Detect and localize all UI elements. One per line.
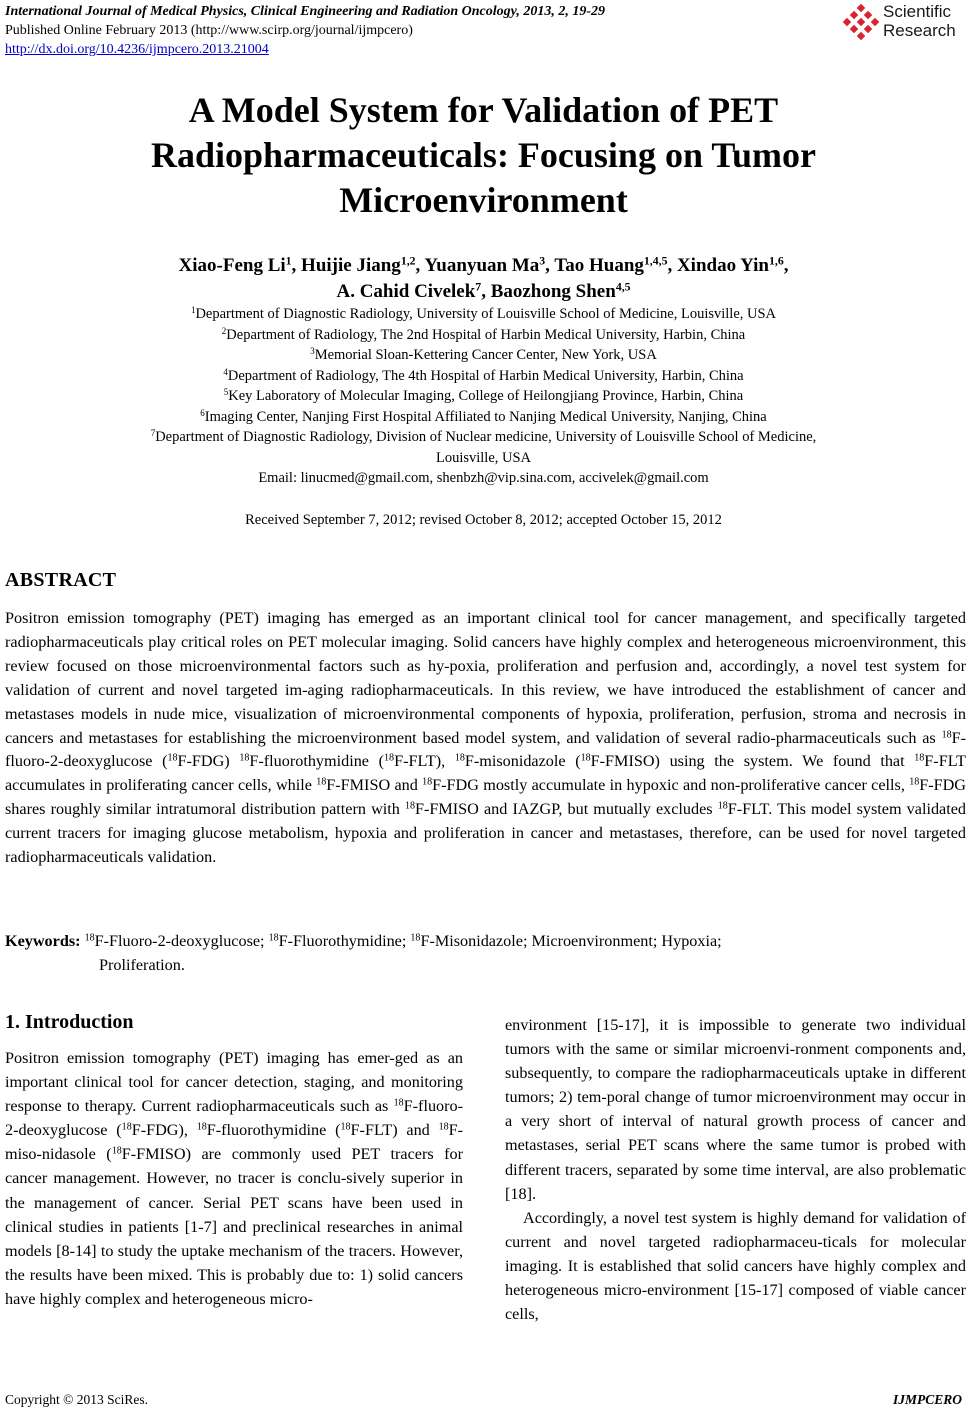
affiliation-number: 2 <box>221 325 227 336</box>
isotope-sup: 18 <box>422 776 433 788</box>
author-name: Huijie Jiang <box>301 255 401 276</box>
isotope-sup: 18 <box>914 752 925 764</box>
body-text: F-fluorothymidine ( <box>206 1121 341 1140</box>
abstract-text: F-FDG shares roughly similar intratumoral distribution pattern with <box>5 776 966 819</box>
title-line-2: Radiopharmaceuticals: Focusing on Tumor <box>150 135 817 175</box>
isotope-sup: 18 <box>438 1121 449 1133</box>
intro-paragraph-1-continued: environment [15-17], it is impossible to generate two individual tumors with the same or similar microenvi-ronment components and, subsequently, to compare the radiopharmaceuticals uptake in different tumors; 2) tem-poral change of tumor microenvironment may occur in a very short of interval of natural growth process of cancer and metastases, serial PET scans where the same tumor is probed with different tracers, separated by some time interval, are also problematic [18]. <box>505 1016 966 1203</box>
affiliation-number: 6 <box>200 407 205 418</box>
author-name: Xiao-Feng Li <box>178 255 286 276</box>
scientific-research-logo <box>843 2 963 42</box>
isotope-sup: 18 <box>404 800 415 812</box>
keyword: F-Fluorothymidine; <box>278 932 411 950</box>
author-affil-sup: 1 <box>285 254 292 268</box>
section-heading-introduction: 1. Introduction <box>5 1011 134 1033</box>
isotope-sup: 18 <box>84 932 95 944</box>
left-column <box>5 1008 463 1311</box>
received-dates: Received September 7, 2012; revised October 8, 2012; accepted October 15, 2012 <box>245 512 722 528</box>
paper-title <box>0 88 967 223</box>
isotope-sup: 18 <box>196 1121 207 1133</box>
affiliation-number: 1 <box>190 305 196 316</box>
affiliation-number: 5 <box>223 387 229 398</box>
abstract-text: F-FLT. This model system validated current tracers for imaging glucose metabolism, hypoxia and proliferation in cancer and metastases, therefore, can be used for novel targeted radiopharmaceuticals validation. <box>5 800 966 867</box>
affiliations <box>0 304 967 489</box>
isotope-sup: 18 <box>384 752 395 764</box>
affiliation-number: 7 <box>150 428 156 439</box>
author-name: Tao Huang <box>554 255 644 276</box>
isotope-sup: 18 <box>410 932 421 944</box>
abstract-text: F-FDG) <box>177 752 240 771</box>
isotope-sup: 18 <box>340 1121 351 1133</box>
isotope-sup: 18 <box>941 729 952 741</box>
abstract-text: F-FMISO and IAZGP, but mutually excludes <box>415 800 718 819</box>
abstract-text: F-fluoro-2-deoxyglucose ( <box>5 728 966 771</box>
isotope-sup: 18 <box>121 1121 132 1133</box>
affiliation-text: Department of Diagnostic Radiology, University of Louisville School of Medicine, Louisville, USA <box>195 306 777 322</box>
isotope-sup: 18 <box>580 752 591 764</box>
isotope-sup: 18 <box>268 932 279 944</box>
keywords-label: Keywords: <box>5 932 81 950</box>
title-line-3: Microenvironment <box>339 180 628 220</box>
affiliation-4 <box>0 366 967 387</box>
abstract-text: Positron emission tomography (PET) imaging has emerged as an important clinical tool for cancer management, and specifically targeted radiopharmaceuticals play critical roles on PET molecular imaging. Solid cancers have highly complex and heterogeneous microenvironment, this review focused on those microenvironmental factors such as hy-poxia, proliferation and perfusion and, accordingly, a novel test system for validation of current and novel targeted im-aging radiopharmaceuticals. In this review, we have introduced the establishment of cancer and metastases models in nude mice, visualization of microenvironmental components of hypoxia, proliferation, perfusion, stroma and necrosis in cancers and metastases for establishing the microenvironment based model system, and validation of several radio-pharmaceuticals such as <box>5 609 966 747</box>
published-line: Published Online February 2013 (http://www.scirp.org/journal/ijmpcero) <box>5 23 413 38</box>
author-affil-sup: 4,5 <box>615 280 631 294</box>
logo-diamond-icon <box>843 4 879 40</box>
isotope-sup: 18 <box>717 800 728 812</box>
author-list <box>0 253 967 305</box>
abstract-body <box>5 607 966 870</box>
journal-abbreviation: IJMPCERO <box>892 1392 962 1407</box>
author-name: Yuanyuan Ma <box>424 255 540 276</box>
affiliation-6 <box>0 407 967 428</box>
abstract-text: F-fluorothymidine ( <box>249 752 385 771</box>
keywords-line-2: Proliferation. <box>99 956 185 974</box>
isotope-sup: 18 <box>454 752 465 764</box>
affiliation-2 <box>0 325 967 346</box>
affiliation-text: Department of Diagnostic Radiology, Division of Nuclear medicine, University of Louisville School of Medicine, <box>155 429 817 445</box>
keyword: F-Fluoro-2-deoxyglucose; <box>94 932 269 950</box>
affiliation-text: Imaging Center, Nanjing First Hospital Affiliated to Nanjing Medical University, Nanjing, China <box>204 408 767 425</box>
journal-name: International Journal of Medical Physics, Clinical Engineering and Radiation Oncology <box>5 4 517 19</box>
author-line-2: A. Cahid Civelek$^7$, Baozhong Shen$^{4,5}$ <box>336 280 631 302</box>
author-line-1: Xiao-Feng Li$^1$, Huijie Jiang$^{1,2}$, Yuanyuan Ma$^3$, Tao Huang$^{1,4,5}$, Xindao Yin$^{1,6}$, <box>178 254 789 276</box>
affiliation-number: 4 <box>223 366 228 377</box>
abstract-text: F-FLT), <box>394 752 455 771</box>
logo-text <box>883 2 956 40</box>
body-text: F-FMISO) are commonly used PET tracers for cancer management. However, no tracer is conclu-sively superior in the management of cancer. Serial PET scans have been used in clinical studies in patients [1-7] and preclinical researches in animal models [8-14] to study the uptake mechanism of the tracers. However, the results have been mixed. This is probably due to: 1) solid cancers have highly complex and heterogeneous micro- <box>5 1145 463 1308</box>
keyword: F-Misonidazole; Microenvironment; Hypoxia; <box>420 932 722 950</box>
abstract-text: F-FLT accumulates in proliferating cancer cells, while <box>5 752 966 795</box>
logo-text-line1: Scientific <box>883 2 952 21</box>
affiliation-number: 3 <box>310 346 315 357</box>
isotope-sup: 18 <box>239 752 250 764</box>
body-text: F-FDG), <box>131 1121 197 1140</box>
affiliation-text: Memorial Sloan-Kettering Cancer Center, New York, USA <box>314 347 657 363</box>
author-affil-sup: 1,4,5 <box>643 254 668 268</box>
abstract-text: F-FMISO and <box>326 776 423 795</box>
journal-citation-line <box>5 2 605 21</box>
intro-paragraph-1 <box>5 1046 463 1311</box>
right-column <box>505 1013 966 1326</box>
body-text: F-fluoro-2-deoxyglucose ( <box>5 1097 463 1140</box>
affiliation-3 <box>0 345 967 366</box>
affiliation-1 <box>0 304 967 325</box>
isotope-sup: 18 <box>316 776 327 788</box>
author-affil-sup: 7 <box>475 280 482 294</box>
logo-text-line2: Research <box>883 21 956 40</box>
affiliation-7-continued: Louisville, USA <box>435 449 532 466</box>
author-affil-sup: 3 <box>539 254 546 268</box>
author-name: Xindao Yin <box>676 255 769 276</box>
author-name: Baozhong Shen <box>490 281 616 302</box>
body-text: F-FLT) and <box>350 1121 439 1140</box>
affiliation-5 <box>0 386 967 407</box>
author-affil-sup: 1,6 <box>769 254 784 268</box>
copyright-notice: Copyright © 2013 SciRes. <box>5 1392 149 1407</box>
title-line-1: A Model System for Validation of PET <box>188 90 779 130</box>
keywords-line-1 <box>5 929 966 953</box>
doi-link[interactable]: http://dx.doi.org/10.4236/ijmpcero.2013.21004 <box>5 42 269 57</box>
abstract-text: F-misonidazole ( <box>464 752 581 771</box>
affiliation-text: Key Laboratory of Molecular Imaging, College of Heilongjiang Province, Harbin, China <box>228 388 744 404</box>
body-text: F-miso-nidasole ( <box>5 1121 463 1164</box>
journal-volume-pages: , 2013, 2, 19-29 <box>516 4 605 19</box>
abstract-paragraph <box>5 607 966 870</box>
isotope-sup: 18 <box>167 752 178 764</box>
journal-header <box>5 2 605 59</box>
abstract-text: F-FMISO) using the system. We found that <box>590 752 915 771</box>
body-text: Positron emission tomography (PET) imaging has emer-ged as an important clinical tool for cancer detection, staging, and monitoring response to therapy. Current radiopharmaceuticals such as <box>5 1049 463 1116</box>
keywords <box>5 929 966 977</box>
author-affil-sup: 1,2 <box>400 254 416 268</box>
affiliation-7 <box>0 427 967 448</box>
abstract-text: F-FDG mostly accumulate in hypoxic and non-proliferative cancer cells, <box>432 776 910 795</box>
isotope-sup: 18 <box>111 1145 122 1157</box>
contact-email: Email: linucmed@gmail.com, shenbzh@vip.sina.com, accivelek@gmail.com <box>258 470 709 486</box>
author-name: A. Cahid Civelek <box>336 281 476 302</box>
affiliation-text: Department of Radiology, The 2nd Hospital of Harbin Medical University, Harbin, China <box>226 326 746 343</box>
abstract-heading: ABSTRACT <box>5 569 117 591</box>
affiliation-text: Department of Radiology, The 4th Hospital of Harbin Medical University, Harbin, China <box>227 367 744 384</box>
intro-paragraph-2: Accordingly, a novel test system is highly demand for validation of current and novel targeted radiopharmaceu-ticals for molecular imaging. It is established that solid cancers have highly complex and heterogeneous micro-environment [15-17] composed of viable cancer cells, <box>505 1208 966 1324</box>
isotope-sup: 18 <box>393 1097 404 1109</box>
isotope-sup: 18 <box>909 776 920 788</box>
